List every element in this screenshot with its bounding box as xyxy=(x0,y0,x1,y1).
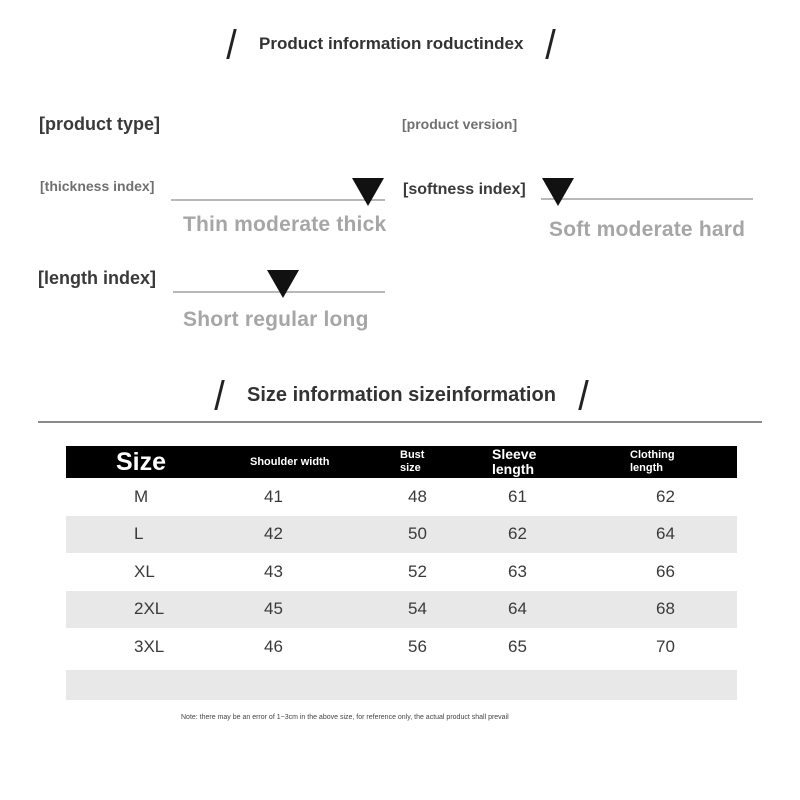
table-cell: 63 xyxy=(508,561,527,581)
product-info-title xyxy=(230,29,552,59)
product-info-title-text: Product information roductindex xyxy=(259,34,524,53)
size-table xyxy=(66,446,737,700)
table-row xyxy=(66,553,737,591)
table-row xyxy=(66,591,737,629)
table-row xyxy=(66,478,737,516)
length-index-label: [length index] xyxy=(38,268,156,288)
thickness-scale-words: Thin moderate thick xyxy=(183,213,387,236)
slash-right-decoration xyxy=(546,29,556,59)
table-cell: 45 xyxy=(264,599,283,619)
table-cell: 66 xyxy=(656,561,675,581)
size-note: Note: there may be an error of 1~3cm in the above size, for reference only, the actual product shall prevail xyxy=(181,714,509,721)
section-divider xyxy=(38,421,762,423)
table-cell: 52 xyxy=(408,561,427,581)
product-type-label: [product type] xyxy=(39,114,160,134)
table-cell: 42 xyxy=(264,524,283,544)
table-cell: 68 xyxy=(656,599,675,619)
size-info-title-text: Size information sizeinformation xyxy=(247,383,556,406)
table-row xyxy=(66,516,737,554)
table-cell: 2XL xyxy=(134,599,165,619)
slash-right-decoration xyxy=(578,380,588,410)
table-cell: 50 xyxy=(408,524,427,544)
table-body xyxy=(66,478,737,666)
table-empty-row xyxy=(66,670,737,700)
table-cell: 3XL xyxy=(134,636,165,656)
table-cell: 48 xyxy=(408,486,427,506)
table-cell: 46 xyxy=(264,636,283,656)
table-row xyxy=(66,628,737,666)
softness-marker-icon xyxy=(542,178,574,206)
table-cell: M xyxy=(134,486,149,506)
slash-left-decoration xyxy=(226,29,236,59)
softness-index-label: [softness index] xyxy=(403,181,526,198)
header-size: Size xyxy=(116,447,167,476)
table-cell: XL xyxy=(134,561,155,581)
table-cell: 62 xyxy=(508,524,527,544)
table-cell: 64 xyxy=(508,599,527,619)
table-header-row xyxy=(66,446,737,478)
table-cell: 61 xyxy=(508,486,527,506)
length-marker-icon xyxy=(267,270,299,298)
table-cell: 43 xyxy=(264,561,283,581)
table-cell: 41 xyxy=(264,486,283,506)
product-version-label: [product version] xyxy=(402,116,518,132)
thickness-marker-icon xyxy=(352,178,384,206)
table-cell: 56 xyxy=(408,636,427,656)
table-cell: 65 xyxy=(508,636,527,656)
slash-left-decoration xyxy=(214,380,224,410)
header-sleeve-length: Sleeve length xyxy=(492,446,537,477)
table-cell: 54 xyxy=(408,599,427,619)
header-clothing-length: Clothing length xyxy=(630,449,675,474)
table-cell: 64 xyxy=(656,524,675,544)
size-info-title xyxy=(218,380,585,410)
softness-scale-words: Soft moderate hard xyxy=(549,218,746,241)
header-shoulder-width: Shoulder width xyxy=(250,455,330,468)
table-cell: L xyxy=(134,524,144,544)
table-cell: 62 xyxy=(656,486,675,506)
table-cell: 70 xyxy=(656,636,675,656)
header-bust-size: Bust size xyxy=(400,449,425,474)
length-scale-words: Short regular long xyxy=(183,308,369,331)
thickness-index-label: [thickness index] xyxy=(40,178,155,194)
